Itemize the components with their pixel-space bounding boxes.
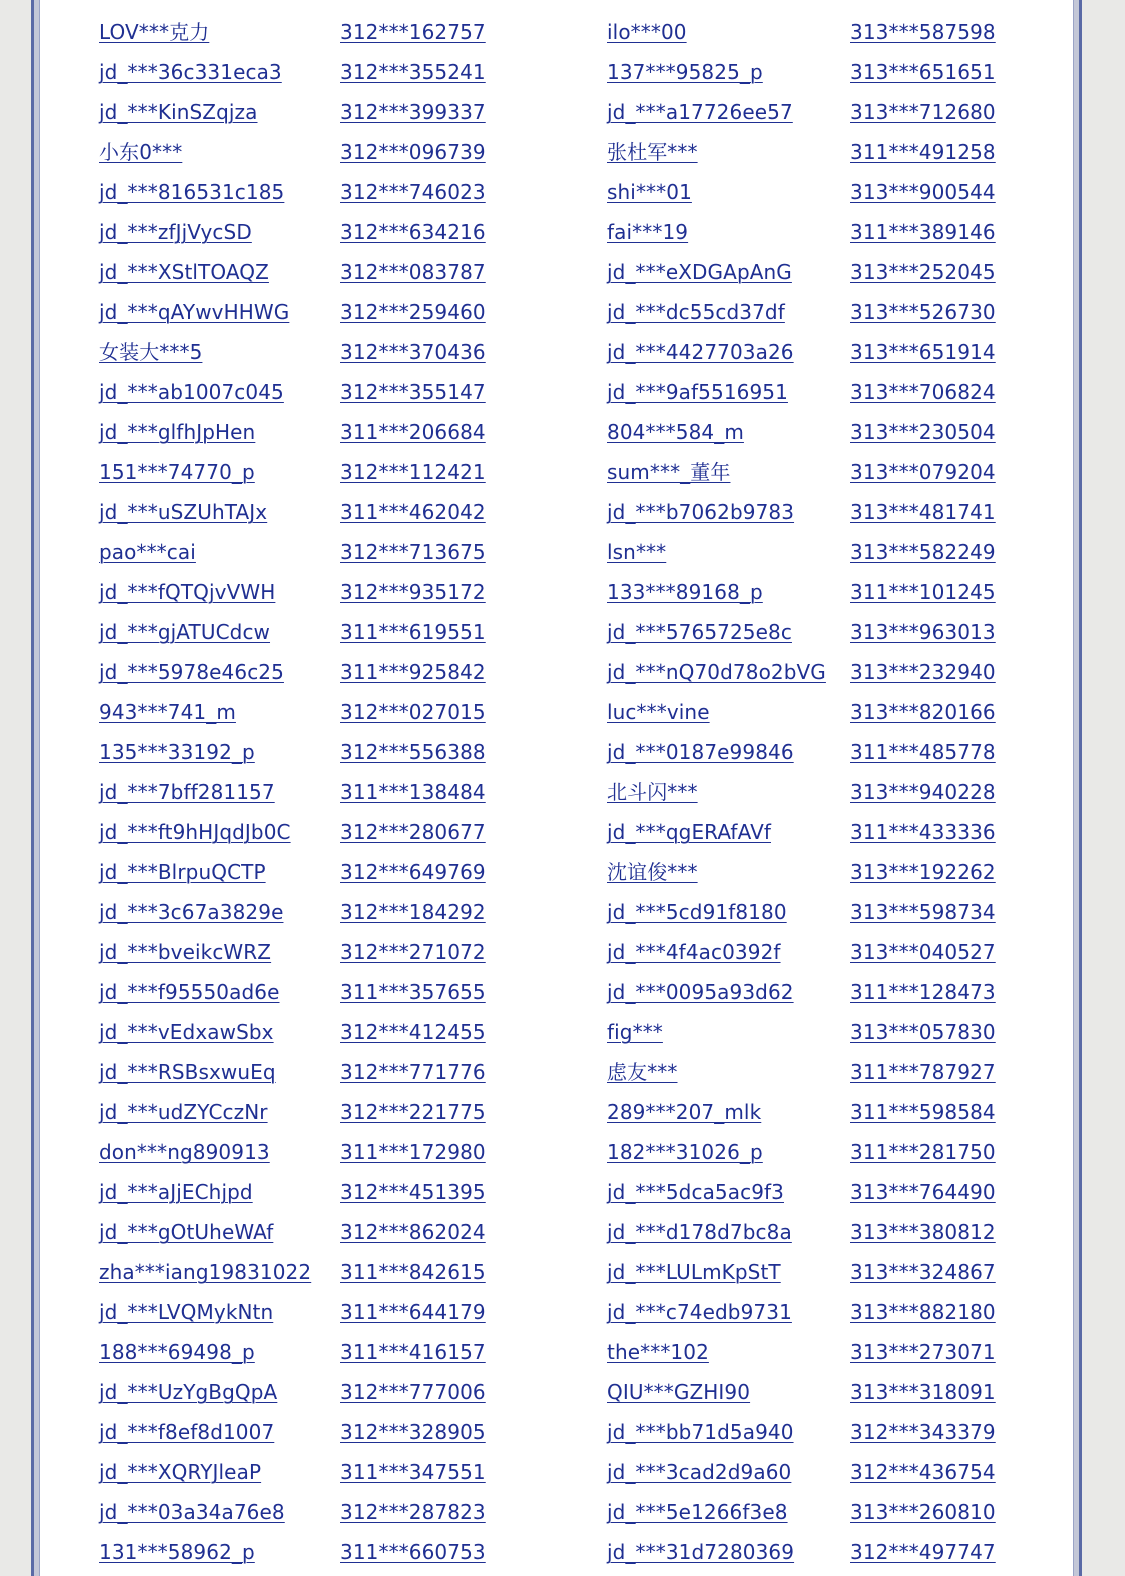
username-link[interactable]: jd_***XStlTOAQZ [99, 260, 269, 284]
username-link[interactable]: 182***31026_p [607, 1140, 763, 1164]
username-link[interactable]: jd_***glfhJpHen [99, 420, 256, 444]
list-row [0, 1372, 1125, 1412]
username-link[interactable]: jd_***a17726ee57 [607, 100, 793, 124]
order-number-link[interactable]: 311***491258 [850, 140, 996, 164]
order-number-link[interactable]: 312***436754 [850, 1460, 996, 1484]
username-link[interactable]: 135***33192_p [99, 740, 255, 764]
list-row [0, 412, 1125, 452]
list-row [0, 892, 1125, 932]
order-number-link[interactable]: 312***412455 [340, 1020, 486, 1044]
order-number-link[interactable]: 313***882180 [850, 1300, 996, 1324]
order-number-link[interactable]: 313***900544 [850, 180, 996, 204]
username-link[interactable]: jd_***zfJjVycSD [99, 220, 252, 244]
order-number-link[interactable]: 312***271072 [340, 940, 486, 964]
list-row [0, 1012, 1125, 1052]
order-number-link[interactable]: 312***259460 [340, 300, 486, 324]
username-link[interactable]: jd_***qgERAfAVf [607, 820, 771, 844]
username-link[interactable]: jd_***gOtUheWAf [99, 1220, 274, 1244]
username-link[interactable]: jd_***9af5516951 [607, 380, 788, 404]
order-number-link[interactable]: 311***101245 [850, 580, 996, 604]
username-link[interactable]: jd_***LVQMykNtn [99, 1300, 274, 1324]
username-link[interactable]: jd_***3cad2d9a60 [607, 1460, 792, 1484]
order-number-link[interactable]: 313***260810 [850, 1500, 996, 1524]
order-number-link[interactable]: 311***416157 [340, 1340, 486, 1364]
order-number-link[interactable]: 312***027015 [340, 700, 486, 724]
winner-list [0, 12, 1125, 1572]
order-number-link[interactable]: 313***230504 [850, 420, 996, 444]
username-link[interactable]: 北斗闪*** [607, 780, 698, 804]
username-link[interactable]: jd_***4f4ac0392f [607, 940, 781, 964]
order-number-link[interactable]: 312***497747 [850, 1540, 996, 1564]
order-number-link[interactable]: 311***644179 [340, 1300, 486, 1324]
list-row [0, 572, 1125, 612]
username-link[interactable]: the***102 [607, 1340, 709, 1364]
order-number-link[interactable]: 312***399337 [340, 100, 486, 124]
order-number-link[interactable]: 313***940228 [850, 780, 996, 804]
order-number-link[interactable]: 312***355147 [340, 380, 486, 404]
list-row [0, 852, 1125, 892]
order-number-link[interactable]: 312***451395 [340, 1180, 486, 1204]
username-link[interactable]: zha***iang19831022 [99, 1260, 312, 1284]
username-link[interactable]: jd_***nQ70d78o2bVG [607, 660, 826, 684]
username-link[interactable]: 804***584_m [607, 420, 744, 444]
username-link[interactable]: 张杜军*** [607, 140, 698, 164]
order-number-link[interactable]: 311***138484 [340, 780, 486, 804]
order-number-link[interactable]: 313***252045 [850, 260, 996, 284]
username-link[interactable]: 沈谊俊*** [607, 860, 698, 884]
list-row [0, 532, 1125, 572]
order-number-link[interactable]: 312***162757 [340, 20, 486, 44]
username-link[interactable]: jd_***BlrpuQCTP [99, 860, 266, 884]
list-row [0, 612, 1125, 652]
order-number-link[interactable]: 313***582249 [850, 540, 996, 564]
order-number-link[interactable]: 313***040527 [850, 940, 996, 964]
order-number-link[interactable]: 313***651651 [850, 60, 996, 84]
list-row [0, 932, 1125, 972]
order-number-link[interactable]: 312***771776 [340, 1060, 486, 1084]
username-link[interactable]: jd_***5e1266f3e8 [607, 1500, 788, 1524]
username-link[interactable]: jd_***5dca5ac9f3 [607, 1180, 784, 1204]
username-link[interactable]: 151***74770_p [99, 460, 255, 484]
username-link[interactable]: LOV***克力 [99, 20, 210, 44]
order-number-link[interactable]: 312***083787 [340, 260, 486, 284]
order-number-link[interactable]: 313***324867 [850, 1260, 996, 1284]
order-number-link[interactable]: 313***318091 [850, 1380, 996, 1404]
username-link[interactable]: jd_***5cd91f8180 [607, 900, 787, 924]
list-row [0, 1212, 1125, 1252]
username-link[interactable]: jd_***ft9hHJqdJb0C [99, 820, 291, 844]
order-number-link[interactable]: 313***712680 [850, 100, 996, 124]
order-number-link[interactable]: 313***526730 [850, 300, 996, 324]
list-row [0, 132, 1125, 172]
list-row [0, 1492, 1125, 1532]
order-number-link[interactable]: 312***370436 [340, 340, 486, 364]
username-link[interactable]: jd_***b7062b9783 [607, 500, 795, 524]
username-link[interactable]: 137***95825_p [607, 60, 763, 84]
order-number-link[interactable]: 313***192262 [850, 860, 996, 884]
list-row [0, 732, 1125, 772]
username-link[interactable]: jd_***RSBsxwuEq [99, 1060, 276, 1084]
list-row [0, 772, 1125, 812]
username-link[interactable]: 虑友*** [607, 1060, 678, 1084]
username-link[interactable]: 289***207_mlk [607, 1100, 762, 1124]
order-number-link[interactable]: 311***660753 [340, 1540, 486, 1564]
order-number-link[interactable]: 311***172980 [340, 1140, 486, 1164]
list-row [0, 1292, 1125, 1332]
username-link[interactable]: 小东0*** [99, 140, 183, 164]
username-link[interactable]: 133***89168_p [607, 580, 763, 604]
username-link[interactable]: jd_***bveikcWRZ [99, 940, 272, 964]
list-row [0, 292, 1125, 332]
list-row [0, 1412, 1125, 1452]
username-link[interactable]: jd_***816531c185 [99, 180, 285, 204]
list-row [0, 332, 1125, 372]
order-number-link[interactable]: 312***935172 [340, 580, 486, 604]
order-number-link[interactable]: 312***184292 [340, 900, 486, 924]
order-number-link[interactable]: 313***598734 [850, 900, 996, 924]
order-number-link[interactable]: 311***787927 [850, 1060, 996, 1084]
list-row [0, 1052, 1125, 1092]
username-link[interactable]: jd_***KinSZqjza [99, 100, 258, 124]
order-number-link[interactable]: 312***649769 [340, 860, 486, 884]
username-link[interactable]: jd_***fQTQjvVWH [99, 580, 276, 604]
list-row [0, 92, 1125, 132]
username-link[interactable]: jd_***0095a93d62 [607, 980, 794, 1004]
username-link[interactable]: luc***vine [607, 700, 710, 724]
order-number-link[interactable]: 313***764490 [850, 1180, 996, 1204]
username-link[interactable]: jd_***5765725e8c [607, 620, 792, 644]
list-row [0, 12, 1125, 52]
username-link[interactable]: fig*** [607, 1020, 663, 1044]
list-row [0, 212, 1125, 252]
username-link[interactable]: jd_***udZYCczNr [99, 1100, 268, 1124]
order-number-link[interactable]: 311***357655 [340, 980, 486, 1004]
username-link[interactable]: jd_***eXDGApAnG [607, 260, 792, 284]
username-link[interactable]: jd_***7bff281157 [99, 780, 275, 804]
username-link[interactable]: jd_***3c67a3829e [99, 900, 284, 924]
username-link[interactable]: sum***_董年 [607, 460, 731, 484]
order-number-link[interactable]: 311***128473 [850, 980, 996, 1004]
order-number-link[interactable]: 311***598584 [850, 1100, 996, 1124]
username-link[interactable]: 131***58962_p [99, 1540, 255, 1564]
username-link[interactable]: jd_***5978e46c25 [99, 660, 284, 684]
order-number-link[interactable]: 312***328905 [340, 1420, 486, 1444]
order-number-link[interactable]: 312***287823 [340, 1500, 486, 1524]
username-link[interactable]: jd_***c74edb9731 [607, 1300, 792, 1324]
order-number-link[interactable]: 313***820166 [850, 700, 996, 724]
order-number-link[interactable]: 313***079204 [850, 460, 996, 484]
order-number-link[interactable]: 312***221775 [340, 1100, 486, 1124]
username-link[interactable]: jd_***XQRYJleaP [99, 1460, 262, 1484]
order-number-link[interactable]: 312***777006 [340, 1380, 486, 1404]
list-row [0, 1332, 1125, 1372]
username-link[interactable]: jd_***uSZUhTAJx [99, 500, 268, 524]
order-number-link[interactable]: 313***273071 [850, 1340, 996, 1364]
order-number-link[interactable]: 313***963013 [850, 620, 996, 644]
list-row [0, 1452, 1125, 1492]
order-number-link[interactable]: 311***347551 [340, 1460, 486, 1484]
username-link[interactable]: 女装大***5 [99, 340, 203, 364]
username-link[interactable]: jd_***d178d7bc8a [607, 1220, 792, 1244]
list-row [0, 1092, 1125, 1132]
username-link[interactable]: jd_***f95550ad6e [99, 980, 280, 1004]
order-number-link[interactable]: 312***713675 [340, 540, 486, 564]
order-number-link[interactable]: 313***587598 [850, 20, 996, 44]
order-number-link[interactable]: 312***862024 [340, 1220, 486, 1244]
username-link[interactable]: jd_***ab1007c045 [99, 380, 284, 404]
order-number-link[interactable]: 313***651914 [850, 340, 996, 364]
list-row [0, 1532, 1125, 1572]
list-row [0, 372, 1125, 412]
username-link[interactable]: jd_***qAYwvHHWG [99, 300, 290, 324]
order-number-link[interactable]: 311***433336 [850, 820, 996, 844]
order-number-link[interactable]: 312***096739 [340, 140, 486, 164]
username-link[interactable]: jd_***vEdxawSbx [99, 1020, 274, 1044]
username-link[interactable]: jd_***f8ef8d1007 [99, 1420, 275, 1444]
order-number-link[interactable]: 311***206684 [340, 420, 486, 444]
list-row [0, 172, 1125, 212]
order-number-link[interactable]: 311***389146 [850, 220, 996, 244]
order-number-link[interactable]: 313***057830 [850, 1020, 996, 1044]
order-number-link[interactable]: 311***281750 [850, 1140, 996, 1164]
username-link[interactable]: jd_***aJjEChjpd [99, 1180, 253, 1204]
username-link[interactable]: jd_***gjATUCdcw [99, 620, 271, 644]
username-link[interactable]: shi***01 [607, 180, 692, 204]
order-number-link[interactable]: 313***706824 [850, 380, 996, 404]
order-number-link[interactable]: 313***481741 [850, 500, 996, 524]
username-link[interactable]: jd_***bb71d5a940 [607, 1420, 794, 1444]
list-row [0, 692, 1125, 732]
list-row [0, 652, 1125, 692]
username-link[interactable]: QIU***GZHI90 [607, 1380, 751, 1404]
username-link[interactable]: jd_***03a34a76e8 [99, 1500, 285, 1524]
username-link[interactable]: 188***69498_p [99, 1340, 255, 1364]
list-row [0, 812, 1125, 852]
username-link[interactable]: jd_***4427703a26 [607, 340, 794, 364]
order-number-link[interactable]: 311***462042 [340, 500, 486, 524]
username-link[interactable]: don***ng890913 [99, 1140, 270, 1164]
username-link[interactable]: jd_***36c331eca3 [99, 60, 282, 84]
username-link[interactable]: jd_***0187e99846 [607, 740, 794, 764]
username-link[interactable]: 943***741_m [99, 700, 236, 724]
username-link[interactable]: jd_***dc55cd37df [607, 300, 785, 324]
order-number-link[interactable]: 312***556388 [340, 740, 486, 764]
list-row [0, 252, 1125, 292]
list-row [0, 1132, 1125, 1172]
list-row [0, 452, 1125, 492]
list-row [0, 492, 1125, 532]
order-number-link[interactable]: 313***380812 [850, 1220, 996, 1244]
order-number-link[interactable]: 312***280677 [340, 820, 486, 844]
order-number-link[interactable]: 311***925842 [340, 660, 486, 684]
username-link[interactable]: fai***19 [607, 220, 689, 244]
list-row [0, 972, 1125, 1012]
order-number-link[interactable]: 313***232940 [850, 660, 996, 684]
username-link[interactable]: lsn*** [607, 540, 667, 564]
list-row [0, 1252, 1125, 1292]
order-number-link[interactable]: 311***842615 [340, 1260, 486, 1284]
username-link[interactable]: ilo***00 [607, 20, 687, 44]
username-link[interactable]: jd_***31d7280369 [607, 1540, 795, 1564]
order-number-link[interactable]: 312***355241 [340, 60, 486, 84]
username-link[interactable]: jd_***LULmKpStT [607, 1260, 781, 1284]
order-number-link[interactable]: 311***619551 [340, 620, 486, 644]
list-row [0, 52, 1125, 92]
order-number-link[interactable]: 311***485778 [850, 740, 996, 764]
username-link[interactable]: pao***cai [99, 540, 196, 564]
order-number-link[interactable]: 312***112421 [340, 460, 486, 484]
order-number-link[interactable]: 312***343379 [850, 1420, 996, 1444]
order-number-link[interactable]: 312***746023 [340, 180, 486, 204]
order-number-link[interactable]: 312***634216 [340, 220, 486, 244]
list-row [0, 1172, 1125, 1212]
username-link[interactable]: jd_***UzYgBgQpA [99, 1380, 278, 1404]
